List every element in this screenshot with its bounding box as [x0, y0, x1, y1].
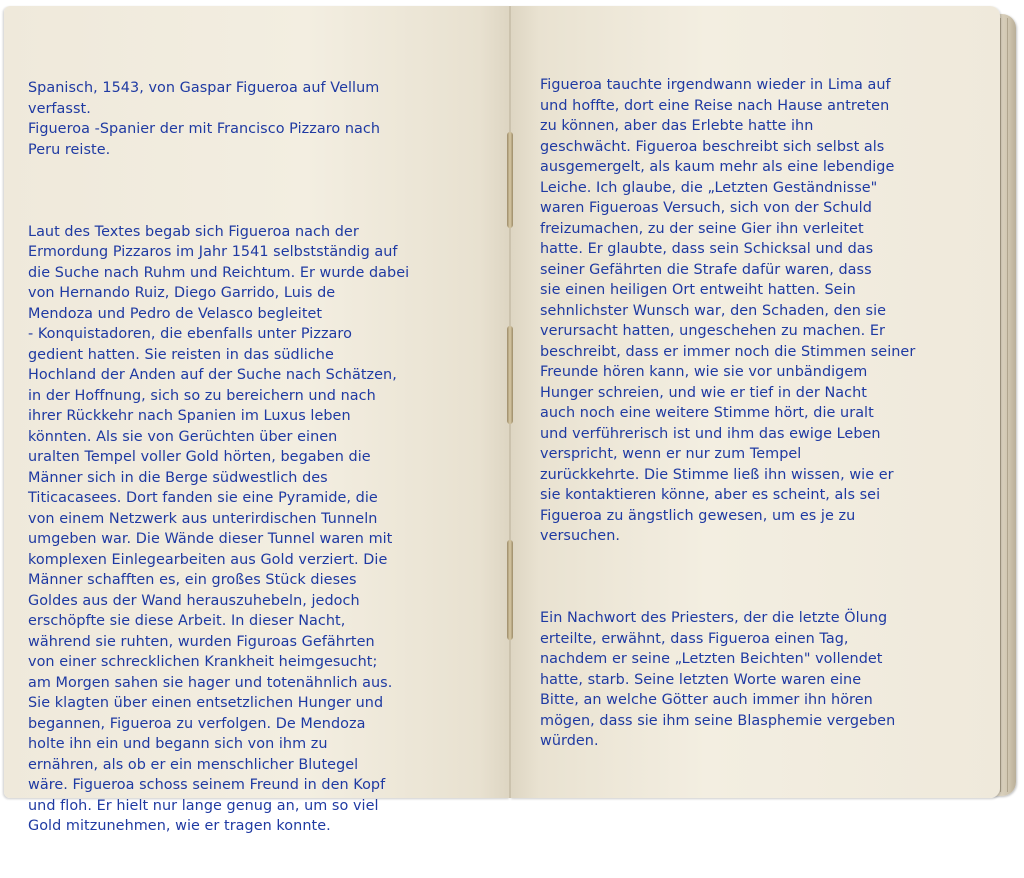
binding-stitch-bottom	[507, 540, 513, 640]
right-paragraph-confessions: Figueroa tauchte irgendwann wieder in Lima auf und hoffte, dort eine Reise nach Hause antreten zu können, aber das Erlebte hatte ihn geschwächt. Figueroa beschreibt sich selbst als ausgemergelt, als kaum mehr als eine lebendige Leiche. Ich glaube, die „Letzten Geständnisse" waren Figueroas Versuch, sich von der Schuld freizumachen, zu der seine Gier ihn verleitet hatte. Er glaubte, dass sein Schicksal und das seiner Gefährten die Strafe dafür waren, dass sie einen heiligen Ort entweiht hatten. Sein sehnlichster Wunsch war, den Schaden, den sie verursacht hatten, ungeschehen zu machen. Er beschreibt, dass er immer noch die Stimmen seiner Freunde hören kann, wie sie vor unbändigem Hunger schreien, und wie er tief in der Nacht auch noch eine weitere Stimme hört, die uralt und verführerisch ist und ihm das ewige Leben verspricht, wenn er nur zum Tempel zurückkehrte. Die Stimme ließ ihn wissen, wie er sie kontaktieren könne, aber es scheint, als sei Figueroa zu ängstlich gewesen, um es je zu versuchen.	[540, 77, 916, 544]
left-paragraph-intro: Spanisch, 1543, von Gaspar Figueroa auf Vellum verfasst. Figueroa -Spanier der mit Francisco Pizzaro nach Peru reiste.	[28, 80, 381, 158]
left-page	[4, 6, 510, 834]
binding-stitch-middle	[507, 326, 513, 424]
right-page	[510, 6, 1000, 798]
right-page-text	[540, 34, 990, 793]
right-paragraph-afterword: Ein Nachwort des Priesters, der die letzte Ölung erteilte, erwähnt, dass Figueroa einen Tag, nachdem er seine „Letzten Beichten" vollendet hatte, starb. Seine letzten Worte waren eine Bitte, an welche Götter auch immer ihn hören mögen, dass sie ihm seine Blasphemie vergeben würden.	[540, 610, 896, 749]
binding-stitch-top	[507, 132, 513, 228]
left-paragraph-story: Laut des Textes begab sich Figueroa nach der Ermordung Pizzaros im Jahr 1541 selbstständig auf die Suche nach Ruhm und Reichtum. Er wurde dabei von Hernando Ruiz, Diego Garrido, Luis de Mendoza und Pedro de Velasco begleitet - Konquistadoren, die ebenfalls unter Pizzaro gedient hatten. Sie reisten in das südliche Hochland der Anden auf der Suche nach Schätzen, in der Hoffnung, sich so zu bereichern und nach ihrer Rückkehr nach Spanien im Luxus leben könnten. Als sie von Gerüchten über einen uralten Tempel voller Gold hörten, begaben die Männer sich in die Berge südwestlich des Titicacasees. Dort fanden sie eine Pyramide, die von einem Netzwerk aus unterirdischen Tunneln umgeben war. Die Wände dieser Tunnel waren mit komplexen Einlegearbeiten aus Gold verziert. Die Männer schafften es, ein großes Stück dieses Goldes aus der Wand herauszuhebeln, jedoch erschöpfte sie diese Arbeit. In dieser Nacht, während sie ruhten, wurden Figuroas Gefährten von einer schrecklichen Krankheit heimgesucht; am Morgen sahen sie hager und totenähnlich aus. Sie klagten über einen entsetzlichen Hunger und begannen, Figueroa zu verfolgen. De Mendoza holte ihn ein und begann sich von ihm zu ernähren, als ob er ein menschlicher Blutegel wäre. Figueroa schoss seinem Freund in den Kopf und floh. Er hielt nur lange genug an, um so viel Gold mitzunehmen, wie er tragen konnte.	[28, 223, 410, 834]
left-page-text	[28, 37, 498, 878]
notebook-spread	[4, 4, 1016, 834]
